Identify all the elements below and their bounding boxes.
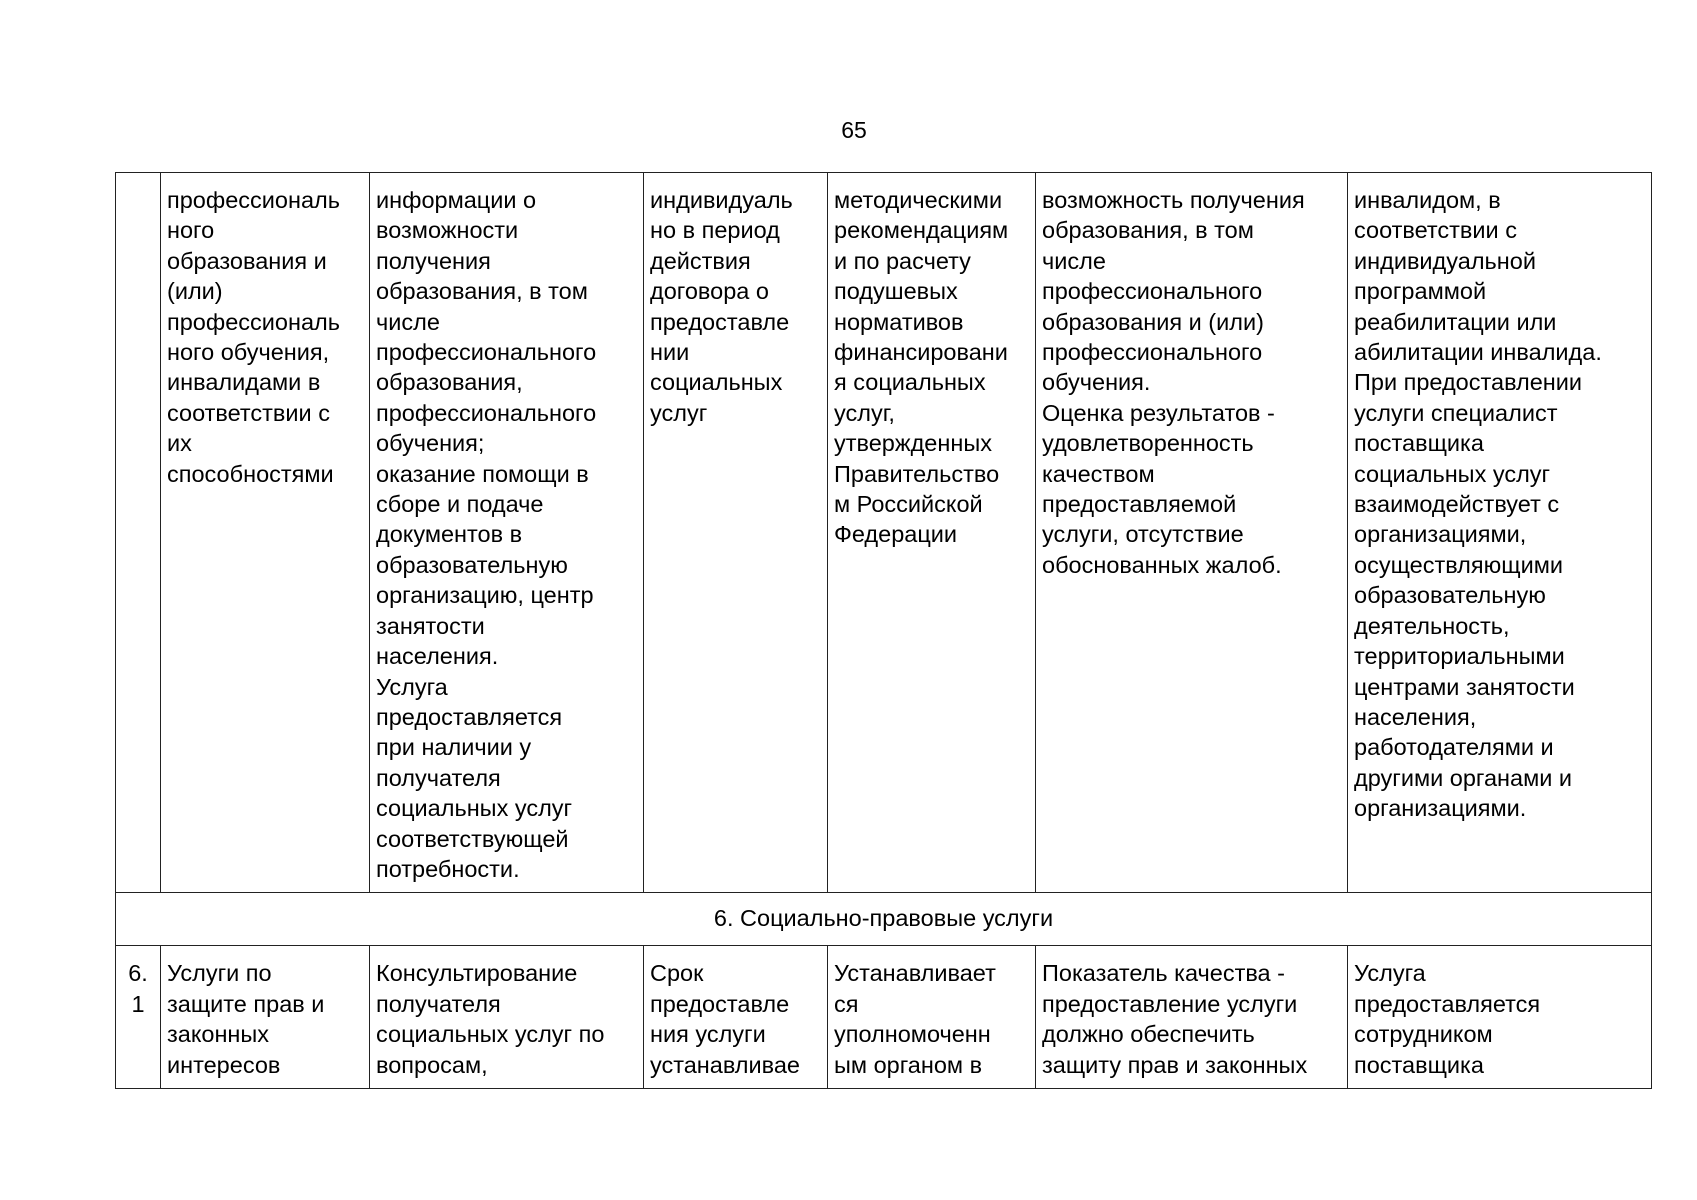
cell-service-description: Консультирование получателя социальных услуг по вопросам, [370,946,644,1089]
cell-service-quality: возможность получения образования, в том числе профессионального образования и (или) профессионального обучения. Оценка результатов - удовлетворенность качеством предоставляемой услуги, отсутствие обоснованных жалоб. [1036,173,1348,893]
page-number: 65 [841,117,867,143]
section-title: 6. Социально-правовые услуги [116,893,1652,946]
cell-service-conditions: Услуга предоставляется сотрудником поставщика [1348,946,1652,1089]
cell-number [116,173,161,893]
cell-number: 6. 1 [116,946,161,1089]
cell-service-term: Срок предоставле ния услуги устанавливае [644,946,828,1089]
cell-service-term: индивидуаль но в период действия договора о предоставле нии социальных услуг [644,173,828,893]
services-table [115,172,1652,1089]
cell-service-norm: методическими рекомендациям и по расчету подушевых нормативов финансировани я социальных услуг, утвержденных Правительство м Российской Федерации [828,173,1036,893]
table-row-6-1 [116,946,1652,1089]
table-row-continuation [116,173,1652,893]
cell-service-name: профессиональ ного образования и (или) профессиональ ного обучения, инвалидами в соответствии с их способностями [161,173,370,893]
cell-service-quality: Показатель качества - предоставление услуги должно обеспечить защиту прав и законных [1036,946,1348,1089]
cell-service-norm: Устанавливает ся уполномоченн ым органом в [828,946,1036,1089]
cell-service-conditions: инвалидом, в соответствии с индивидуальной программой реабилитации или абилитации инвалида. При предоставлении услуги специалист поставщика социальных услуг взаимодействует с организациями, осуществляющими образовательную деятельность, территориальными центрами занятости населения, работодателями и другими органами и организациями. [1348,173,1652,893]
cell-service-description: информации о возможности получения образования, в том числе профессионального образования, профессионального обучения; оказание помощи в сборе и подаче документов в образовательную организацию, центр занятости населения. Услуга предоставляется при наличии у получателя социальных услуг соответствующей потребности. [370,173,644,893]
cell-service-name: Услуги по защите прав и законных интересов [161,946,370,1089]
table-row-section [116,893,1652,946]
